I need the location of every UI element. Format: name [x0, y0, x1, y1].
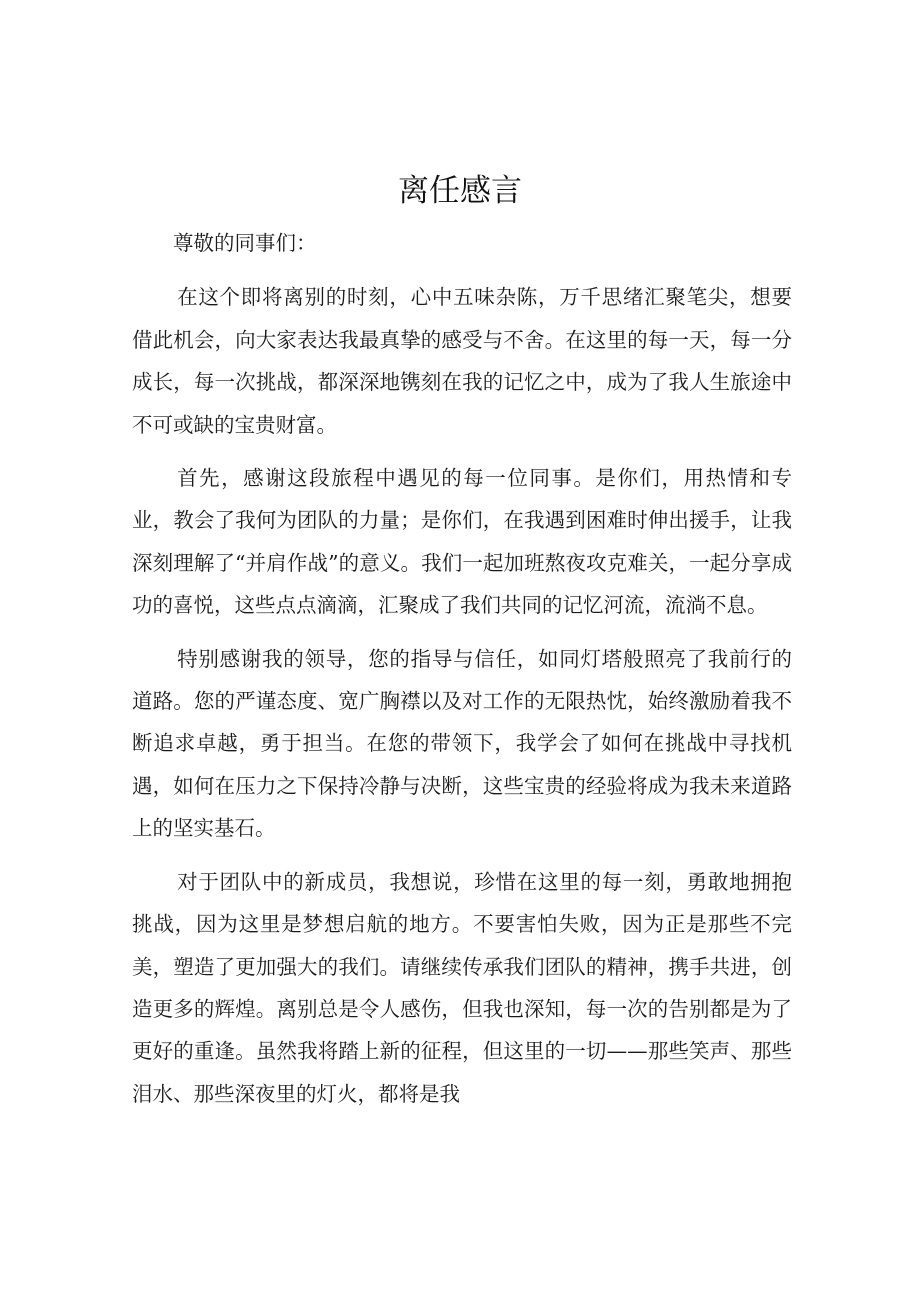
document-body — [132, 222, 792, 1126]
paragraph-intro: 在这个即将离别的时刻，心中五味杂陈，万千思绪汇聚笔尖，想要借此机会，向大家表达我最真挚的感受与不舍。在这里的每一天，每一分成长，每一次挑战，都深深地镌刻在我的记忆之中，成为了我人生旅途中不可或缺的宝贵财富。 — [132, 285, 792, 437]
paragraph-thanks-leader: 特别感谢我的领导，您的指导与信任，如同灯塔般照亮了我前行的道路。您的严谨态度、宽广胸襟以及对工作的无限热忱，始终激励着我不断追求卓越，勇于担当。在您的带领下，我学会了如何在挑战中寻找机遇，如何在压力之下保持冷静与决断，这些宝贵的经验将成为我未来道路上的坚实基石。 — [132, 646, 792, 841]
paragraph-thanks-colleagues: 首先，感谢这段旅程中遇见的每一位同事。是你们，用热情和专业，教会了我何为团队的力量；是你们，在我遇到困难时伸出援手，让我深刻理解了“并肩作战”的意义。我们一起加班熬夜攻克难关，一起分享成功的喜悦，这些点点滴滴，汇聚成了我们共同的记忆河流，流淌不息。 — [132, 466, 792, 618]
greeting: 尊敬的同事们： — [173, 231, 317, 255]
paragraph-new-members: 对于团队中的新成员，我想说，珍惜在这里的每一刻，勇敢地拥抱挑战，因为这里是梦想启航的地方。不要害怕失败，因为正是那些不完美，塑造了更加强大的我们。请继续传承我们团队的精神，携手共进，创造更多的辉煌。离别总是令人感伤，但我也深知，每一次的告别都是为了更好的重逢。虽然我将踏上新的征程，但这里的一切——那些笑声、那些泪水、那些深夜里的灯火，都将是我 — [132, 869, 792, 1106]
document-title: 离任感言 — [398, 173, 522, 209]
